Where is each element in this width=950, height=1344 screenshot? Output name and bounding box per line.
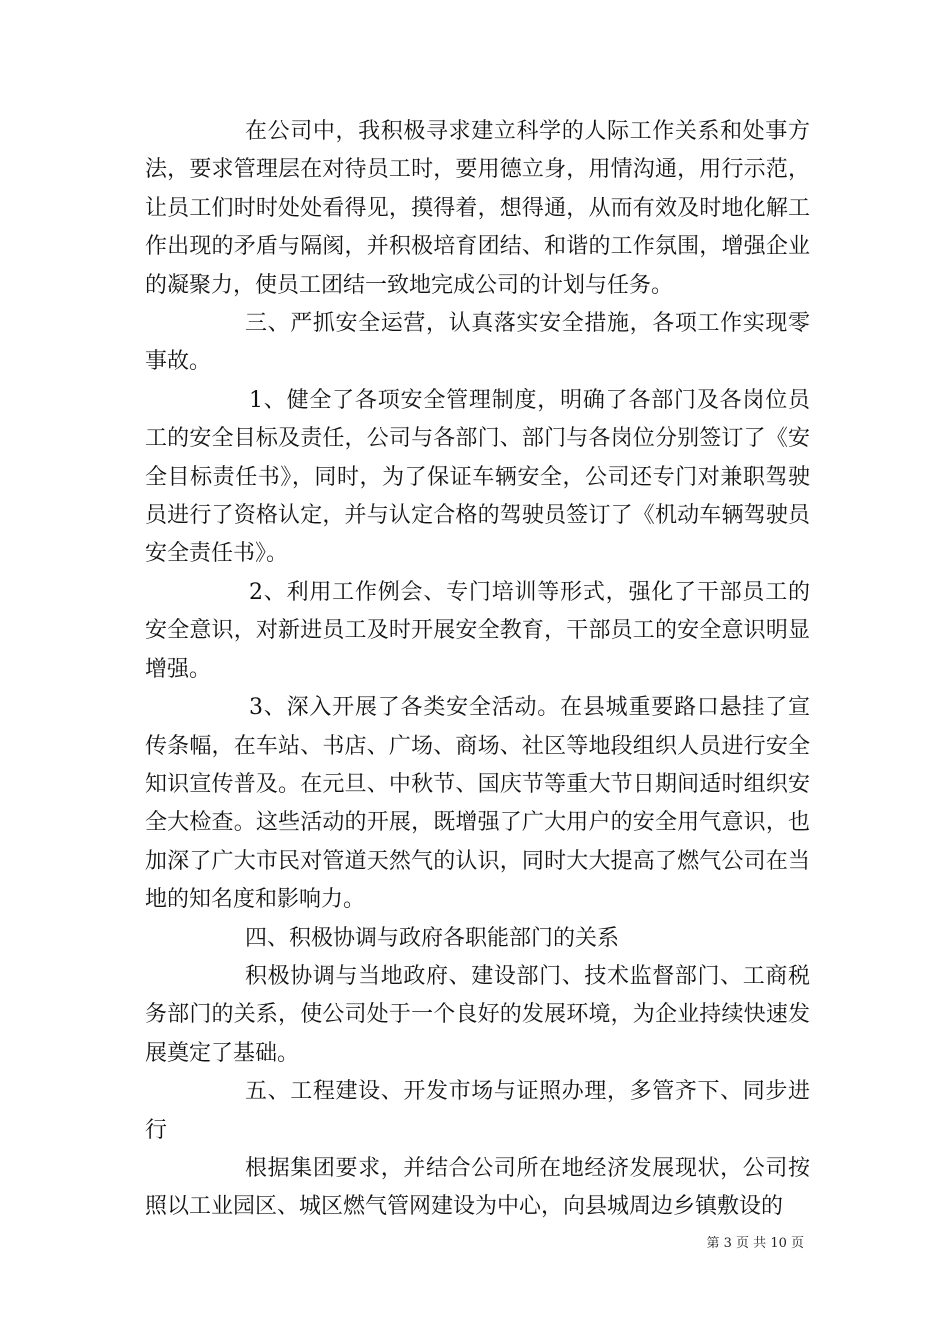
paragraph-government-relations: 积极协调与当地政府、建设部门、技术监督部门、工商税务部门的关系，使公司处于一个良好的发展环境，为企业持续快速发展奠定了基础。 bbox=[145, 963, 810, 1066]
paragraph-group-requirements: 根据集团要求，并结合公司所在地经济发展现状，公司按照以工业园区、城区燃气管网建设为中心，向县城周边乡镇敷设的 bbox=[145, 1155, 810, 1220]
heading-government-relations: 四、积极协调与政府各职能部门的关系 bbox=[245, 925, 620, 951]
paragraph-safety-training: 2、利用工作例会、专门培训等形式，强化了干部员工的安全意识，对新进员工及时开展安全教育，干部员工的安全意识明显增强。 bbox=[145, 579, 810, 682]
paragraph-safety-rules: 1、健全了各项安全管理制度，明确了各部门及各岗位员工的安全目标及责任，公司与各部门、部门与各岗位分别签订了《安全目标责任书》，同时，为了保证车辆安全，公司还专门对兼职驾驶员进行了资格认定，并与认定合格的驾驶员签订了《机动车辆驾驶员安全责任书》。 bbox=[145, 387, 810, 567]
page-number: 第 3 页 共 10 页 bbox=[706, 1236, 804, 1251]
paragraph-safety-activities: 3、深入开展了各类安全活动。在县城重要路口悬挂了宣传条幅，在车站、书店、广场、商场、社区等地段组织人员进行安全知识宣传普及。在元旦、中秋节、国庆节等重大节日期间适时组织安全大检查。这些活动的开展，既增强了广大用户的安全用气意识，也加深了广大市民对管道天然气的认识，同时大大提高了燃气公司在当地的知名度和影响力。 bbox=[145, 695, 810, 913]
paragraph-management-relations: 在公司中，我积极寻求建立科学的人际工作关系和处事方法，要求管理层在对待员工时，要用德立身，用情沟通，用行示范，让员工们时时处处看得见，摸得着，想得通，从而有效及时地化解工作出现的矛盾与隔阂，并积极培育团结、和谐的工作氛围，增强企业的凝聚力，使员工团结一致地完成公司的计划与任务。 bbox=[145, 119, 810, 298]
document-body bbox=[145, 113, 810, 1227]
heading-safety-operations: 三、严抓安全运营，认真落实安全措施，各项工作实现零事故。 bbox=[145, 311, 810, 375]
heading-engineering-market: 五、工程建设、开发市场与证照办理，多管齐下、同步进行 bbox=[145, 1079, 810, 1143]
